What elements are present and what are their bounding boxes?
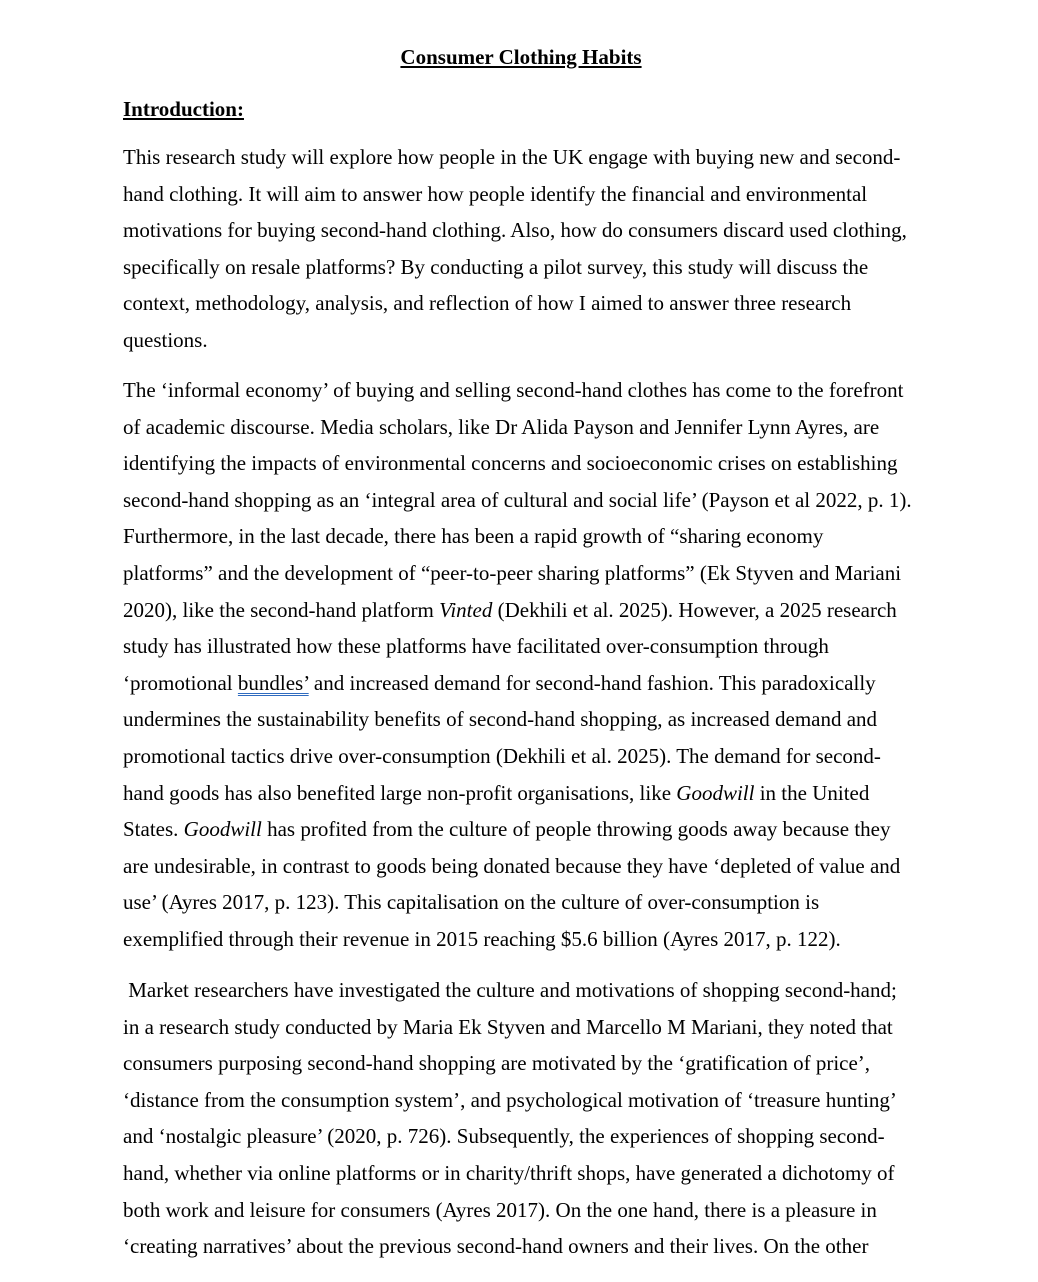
text-run: has profited from the culture of people throwing goods away because they [261,817,891,842]
text-line [123,775,923,812]
paragraph-1 [123,139,923,359]
grammar-flag[interactable]: bundles’ [237,670,309,695]
text-run: States. [123,817,184,842]
text-run: ‘promotional [123,670,238,695]
text-line: promotional tactics drive over-consumption (Dekhili et al. 2025). The demand for second- [123,743,881,768]
text-run: in the United [754,780,870,805]
paragraph-3 [123,972,923,1265]
text-line: and ‘nostalgic pleasure’ (2020, p. 726). Subsequently, the experiences of shopping second- [123,1124,885,1149]
text-line: second-hand shopping as an ‘integral area of cultural and social life’ (Payson et al 2022, p. 1). [123,487,912,512]
text-line: consumers purposing second-hand shopping are motivated by the ‘gratification of price’, [123,1051,871,1076]
text-line: Market researchers have investigated the culture and motivations of shopping second-hand; [123,978,897,1002]
text-line: hand, whether via online platforms or in charity/thrift shops, have generated a dichotomy of [123,1160,895,1185]
text-line: exemplified through their revenue in 2015 reaching $5.6 billion (Ayres 2017, p. 122). [123,926,841,951]
text-run: and increased demand for second-hand fashion. This paradoxically [308,670,876,695]
text-line: use’ (Ayres 2017, p. 123). This capitalisation on the culture of over-consumption is [123,890,820,915]
italic-term: Vinted [439,597,493,622]
text-line: ‘creating narratives’ about the previous second-hand owners and their lives. On the other [123,1234,869,1259]
text-run: 2020), like the second-hand platform [123,597,440,622]
text-line: ‘distance from the consumption system’, and psychological motivation of ‘treasure hunting’ [123,1087,897,1112]
text-line [123,665,923,702]
text-line: motivations for buying second-hand clothing. Also, how do consumers discard used clothing, [123,218,907,243]
text-line: questions. [123,327,208,352]
text-line: both work and leisure for consumers (Ayres 2017). On the one hand, there is a pleasure in [123,1197,877,1222]
italic-term: Goodwill [676,780,755,805]
section-heading: Introduction: [123,97,244,121]
text-line: are undesirable, in contrast to goods being donated because they have ‘depleted of value and [123,853,901,878]
text-line: This research study will explore how people in the UK engage with buying new and second- [123,145,901,169]
text-line [123,811,923,848]
italic-term: Goodwill [183,817,262,842]
text-line: specifically on resale platforms? By conducting a pilot survey, this study will discuss the [123,254,869,279]
text-line: study has illustrated how these platforms have facilitated over-consumption through [123,634,829,659]
paragraph-2 [123,372,923,958]
document-title: Consumer Clothing Habits [400,45,642,69]
text-line: The ‘informal economy’ of buying and selling second-hand clothes has come to the forefront [123,378,904,402]
text-line: undermines the sustainability benefits of second-hand shopping, as increased demand and [123,707,878,732]
text-line: in a research study conducted by Maria Ek Styven and Marcello M Mariani, they noted that [123,1014,893,1039]
text-line: hand clothing. It will aim to answer how people identify the financial and environmental [123,181,868,206]
text-run: hand goods has also benefited large non-profit organisations, like [123,780,677,805]
text-line: Furthermore, in the last decade, there has been a rapid growth of “sharing economy [123,524,824,549]
text-line: identifying the impacts of environmental concerns and socioeconomic crises on establishing [123,451,898,476]
text-line [123,592,923,629]
text-line: context, methodology, analysis, and reflection of how I aimed to answer three research [123,291,852,316]
text-line: of academic discourse. Media scholars, like Dr Alida Payson and Jennifer Lynn Ayres, are [123,414,880,439]
text-line: platforms” and the development of “peer-to-peer sharing platforms” (Ek Styven and Mariani [123,560,902,585]
text-run: (Dekhili et al. 2025). However, a 2025 research [492,597,897,622]
